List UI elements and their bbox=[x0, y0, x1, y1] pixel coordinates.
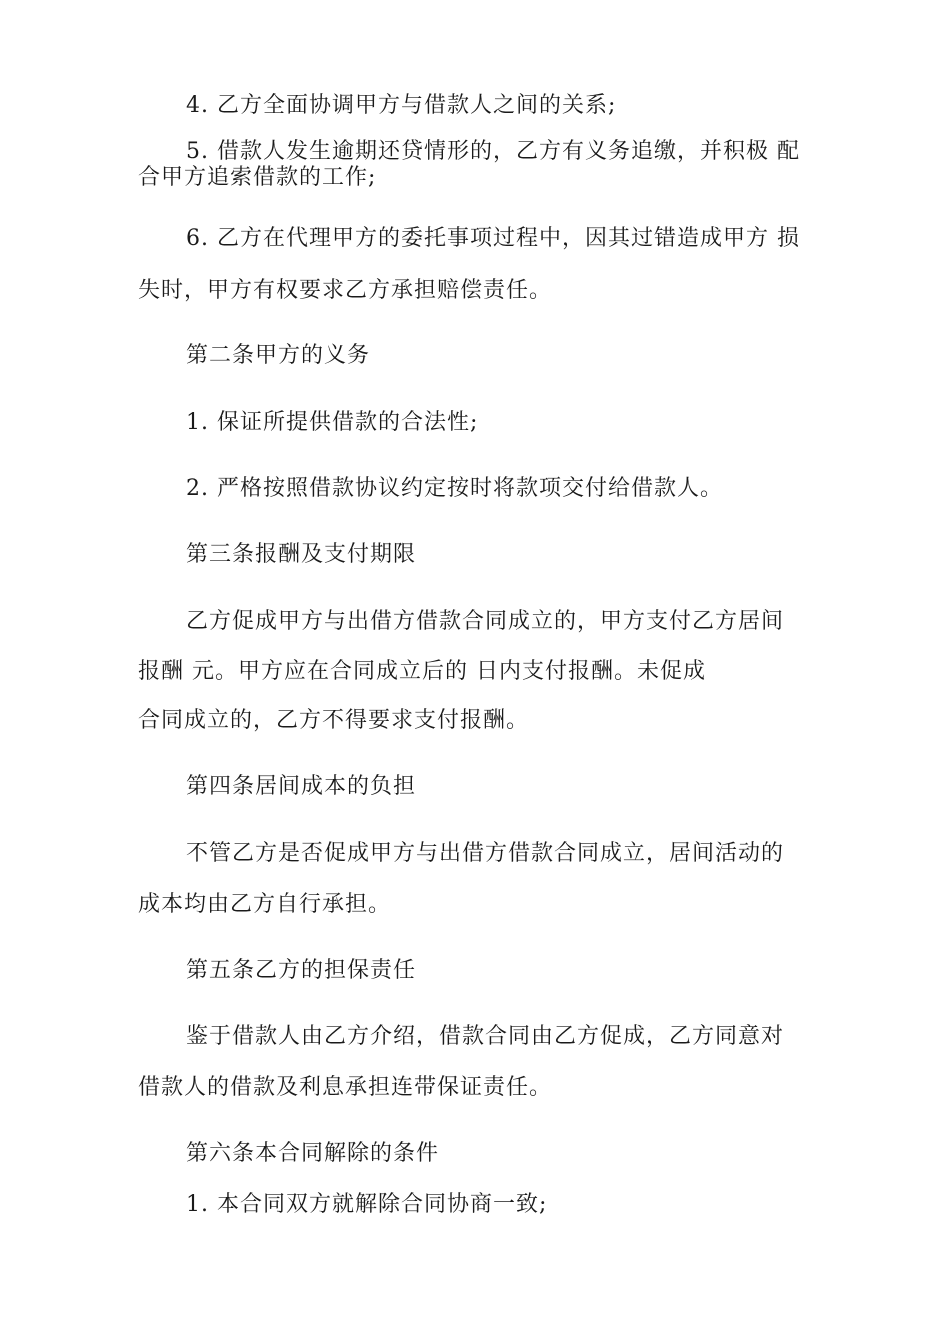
article-4-para-line-1: 不管乙方是否促成甲方与出借方借款合同成立，居间活动的 bbox=[186, 841, 785, 866]
article-3-para-line-1: 乙方促成甲方与出借方借款合同成立的，甲方支付乙方居间 bbox=[186, 609, 785, 634]
clause-item-5-line-1: 5. 借款人发生逾期还贷情形的，乙方有义务追缴，并积极 配 bbox=[186, 139, 800, 164]
article-2-item-2: 2. 严格按照借款协议约定按时将款项交付给借款人。 bbox=[186, 476, 723, 501]
article-2-item-1: 1. 保证所提供借款的合法性; bbox=[186, 410, 479, 435]
article-4-para-line-2: 成本均由乙方自行承担。 bbox=[138, 892, 392, 917]
article-3-para-line-3: 合同成立的，乙方不得要求支付报酬。 bbox=[138, 708, 530, 733]
article-3-para-line-2: 报酬 元。甲方应在合同成立后的 日内支付报酬。未促成 bbox=[138, 659, 706, 684]
clause-item-6-line-1: 6. 乙方在代理甲方的委托事项过程中，因其过错造成甲方 损 bbox=[186, 226, 800, 251]
article-6-item-1: 1. 本合同双方就解除合同协商一致; bbox=[186, 1192, 548, 1217]
clause-item-4: 4. 乙方全面协调甲方与借款人之间的关系; bbox=[186, 93, 617, 118]
clause-item-5-line-2: 合甲方追索借款的工作; bbox=[138, 165, 377, 190]
article-2-heading: 第二条甲方的义务 bbox=[186, 343, 371, 368]
article-5-para-line-1: 鉴于借款人由乙方介绍，借款合同由乙方促成，乙方同意对 bbox=[186, 1024, 785, 1049]
article-4-heading: 第四条居间成本的负担 bbox=[186, 774, 417, 799]
article-3-heading: 第三条报酬及支付期限 bbox=[186, 542, 417, 567]
article-5-heading: 第五条乙方的担保责任 bbox=[186, 958, 417, 983]
article-6-heading: 第六条本合同解除的条件 bbox=[186, 1141, 440, 1166]
clause-item-6-line-2: 失时，甲方有权要求乙方承担赔偿责任。 bbox=[138, 278, 553, 303]
article-5-para-line-2: 借款人的借款及利息承担连带保证责任。 bbox=[138, 1075, 553, 1100]
